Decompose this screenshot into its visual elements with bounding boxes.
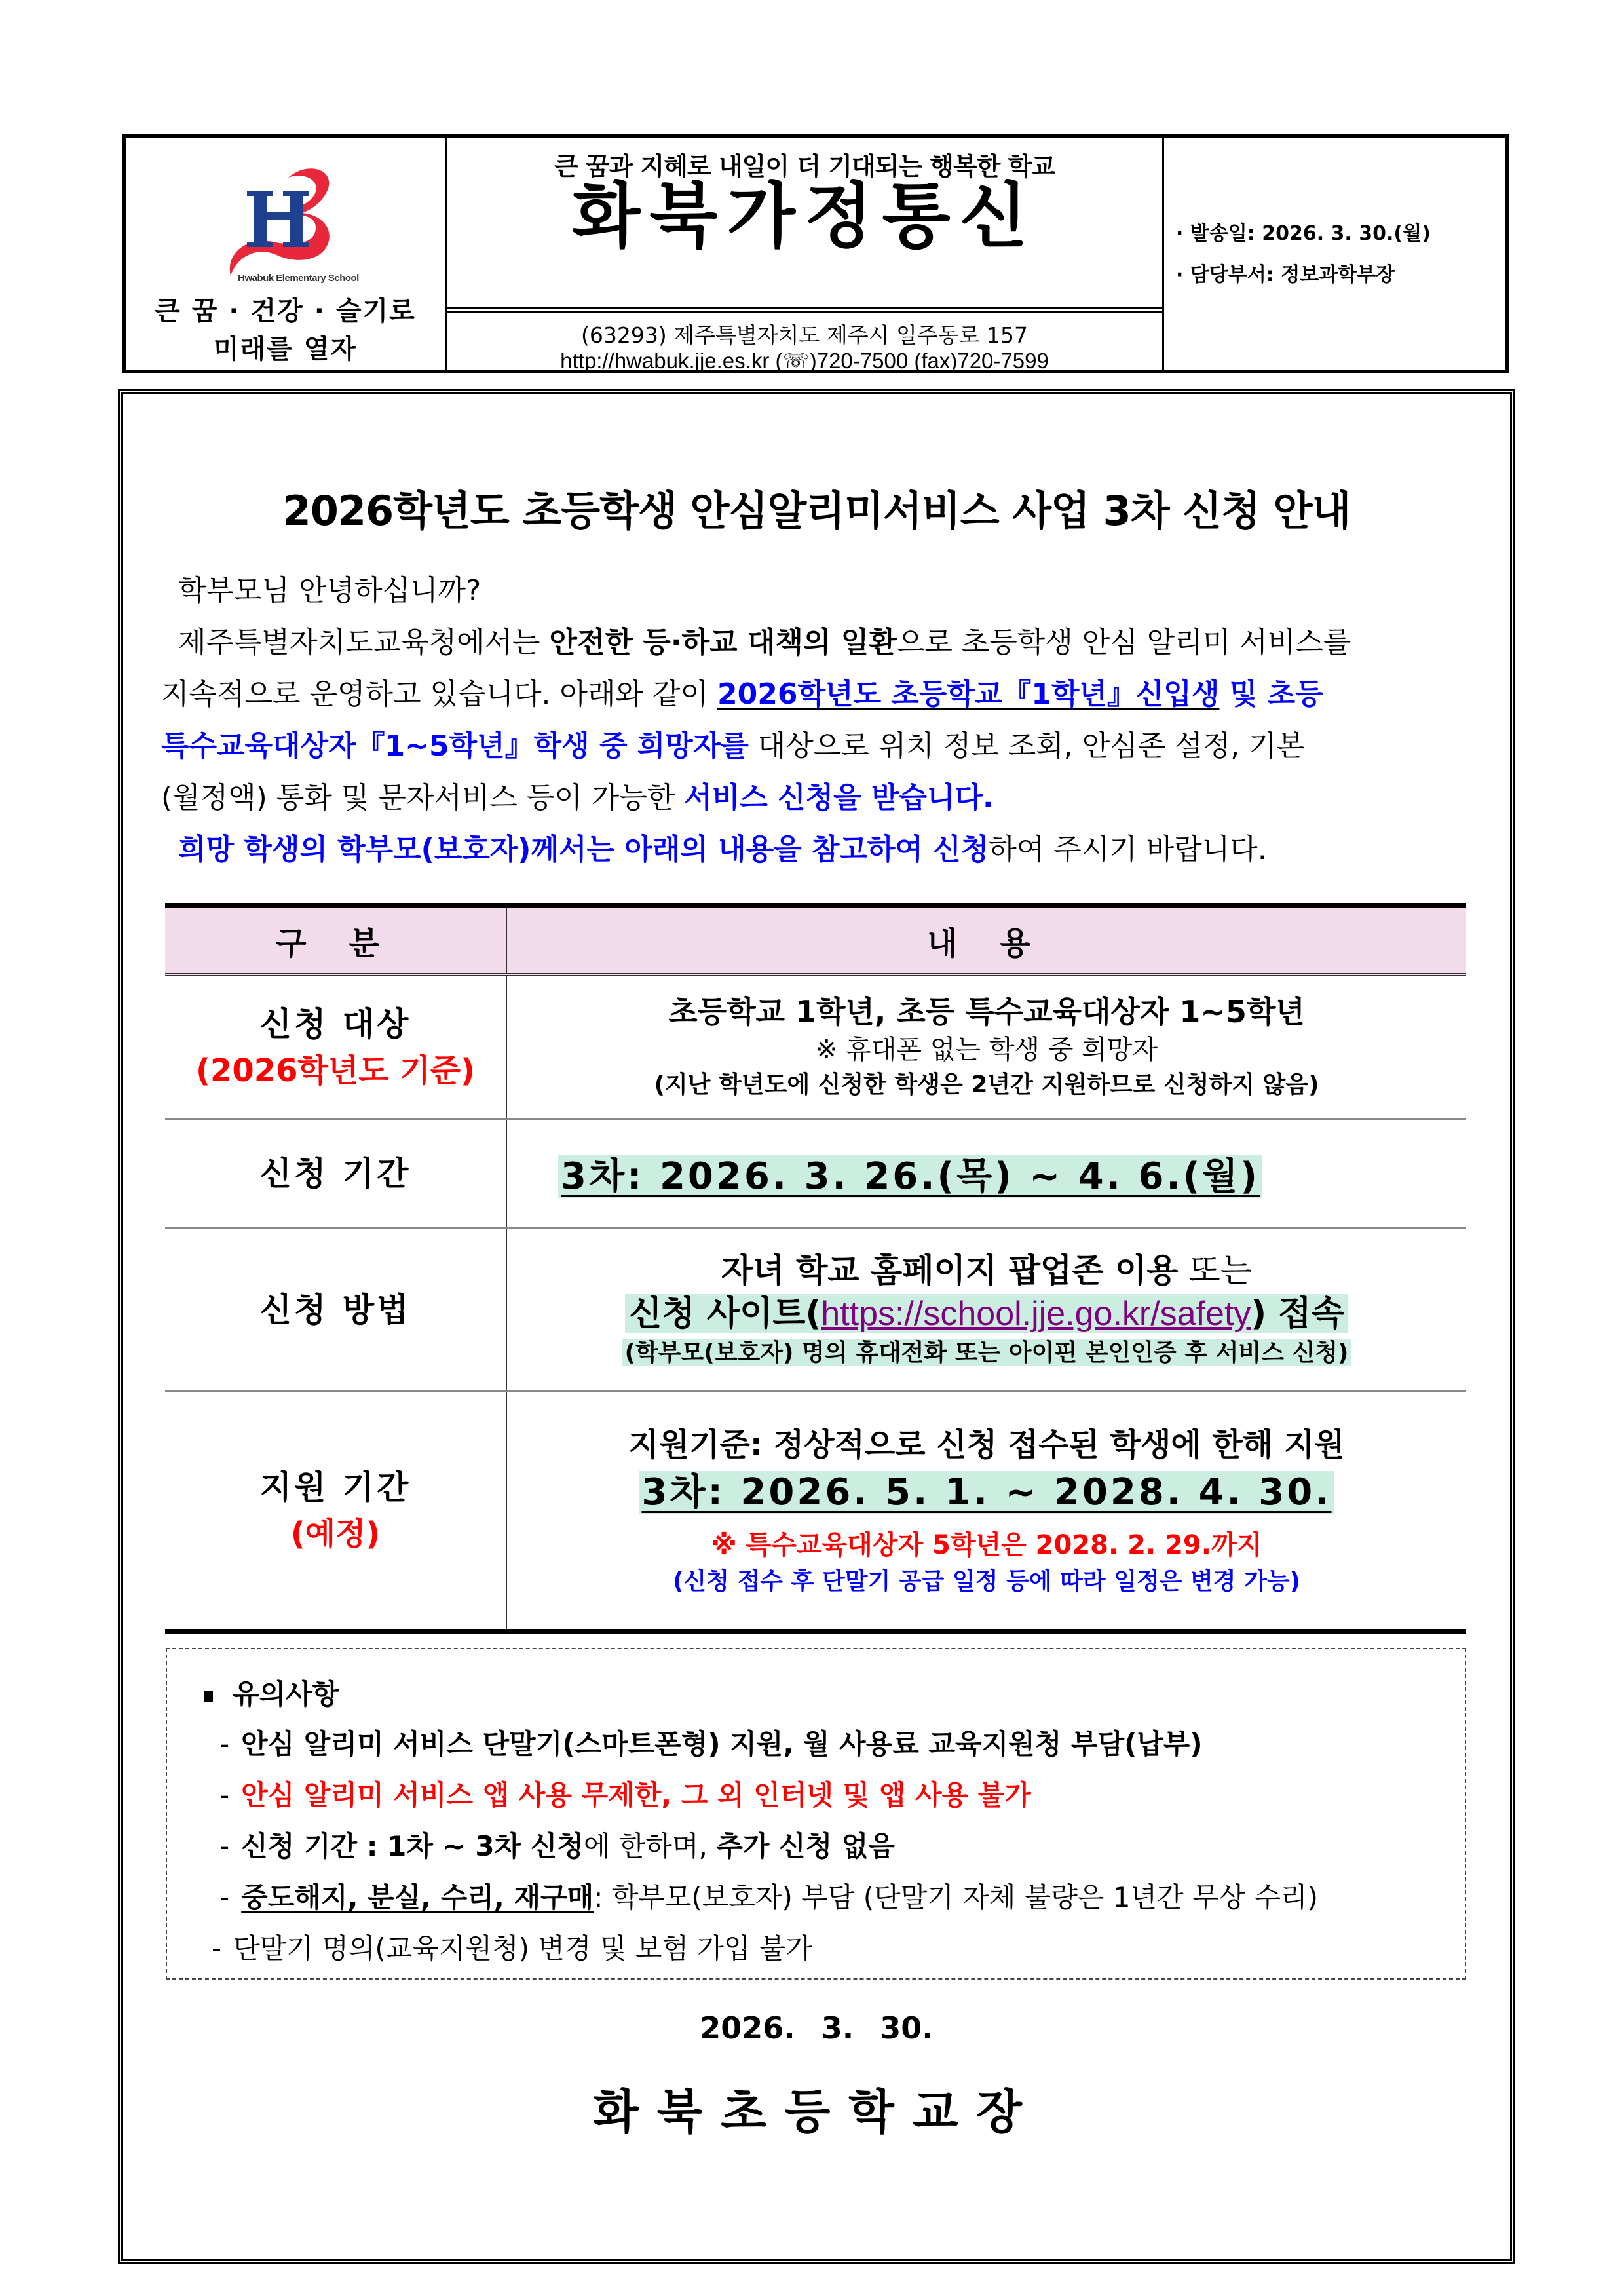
note-item: - 중도해지, 분실, 수리, 재구매: 학부모(보호자) 부담 (단말기 자체 불량은 1년간 무상 수리) [219,1881,1318,1913]
greeting: 학부모님 안녕하십니까? [178,574,482,607]
table-row-period [165,1119,1466,1228]
square-bullet-icon [204,1691,213,1702]
row-label-sub: (2026학년도 기준) [195,1052,476,1089]
notes-box [166,1648,1466,1980]
table-row-method [165,1228,1466,1392]
note-item: - 안심 알리미 서비스 단말기(스마트폰형) 지원, 월 사용료 교육지원청 부담(납부) [219,1728,1203,1760]
intro-line-4: (월정액) 통화 및 문자서비스 등이 가능한 서비스 신청을 받습니다. [161,781,994,814]
intro-text [161,565,1475,875]
row-label: 신청 기간 [165,1119,506,1228]
school-slogan: 큰 꿈과 지혜로 내일이 더 기대되는 행복한 학교 [554,152,1055,181]
logo-caption: Hwabuk Elementary School [238,273,359,284]
signature-date: 2026. 3. 30. [700,2010,934,2046]
newsletter-header [122,134,1509,373]
school-address: (63293) 제주특별자치도 제주시 일주동로 157 [581,322,1028,348]
table-header-row [165,906,1466,975]
row-content: 자녀 학교 홈페이지 팝업존 이용 또는 신청 사이트(https://school.jje.go.kr/safety) 접속 (학부모(보호자) 명의 휴대전화 또는 아이핀 본인인증 후 서비스 신청) [506,1228,1466,1392]
signature-principal: 화북초등학교장 [593,2084,1040,2139]
divider [447,307,1162,313]
row-content [506,1119,1466,1228]
application-period: 3차: 2026. 3. 26.(목) ~ 4. 6.(월) [558,1155,1262,1198]
school-contact: http://hwabuk.jje.es.kr (☏)720-7500 (fax)720-7599 [560,349,1049,373]
note-item: - 단말기 명의(교육지원청) 변경 및 보험 가입 불가 [212,1932,812,1964]
application-site-link[interactable]: https://school.jje.go.kr/safety [821,1294,1251,1333]
row-label: 신청 방법 [165,1228,506,1392]
school-motto-line1: 큰 꿈 · 건강 · 슬기로 [155,296,416,326]
row-label: 신청 대상 (2026학년도 기준) [165,975,506,1119]
table-row-target [165,975,1466,1119]
row-content: 초등학교 1학년, 초등 특수교육대상자 1~5학년 ※ 휴대폰 없는 학생 중 희망자 (지난 학년도에 신청한 학생은 2년간 지원하므로 신청하지 않음) [506,975,1466,1119]
column-header-category: 구 분 [165,906,506,975]
document-title: 2026학년도 초등학생 안심알리미서비스 사업 3차 신청 안내 [282,487,1351,535]
header-title-cell [447,138,1164,373]
newsletter-title: 화북가정통신 [572,176,1037,258]
notes-heading: 유의사항 [204,1673,339,1712]
row-label-sub: (예정) [290,1516,381,1552]
column-header-content: 내 용 [506,906,1466,975]
school-logo-icon [211,164,362,276]
application-info-table [165,903,1466,1634]
table-row-support [165,1392,1466,1632]
school-motto-line2: 미래를 열자 [213,334,358,364]
intro-line-2: 지속적으로 운영하고 있습니다. 아래와 같이 2026학년도 초등학교『1학년』신입생 및 초등 [161,678,1323,711]
support-period: 3차: 2026. 5. 1. ~ 2028. 4. 30. [639,1471,1334,1514]
send-date: · 발송일: 2026. 3. 30.(월) [1176,222,1431,245]
intro-line-3: 특수교육대상자『1~5학년』학생 중 희망자를 대상으로 위치 정보 조회, 안심존 설정, 기본 [161,729,1305,763]
note-item: - 안심 알리미 서비스 앱 사용 무제한, 그 외 인터넷 및 앱 사용 불가 [219,1779,1031,1811]
header-meta-cell [1164,138,1505,370]
row-label: 지원 기간 (예정) [165,1392,506,1632]
note-item: - 신청 기간 : 1차 ~ 3차 신청에 한하며, 추가 신청 없음 [219,1830,895,1862]
row-content: 지원기준: 정상적으로 신청 접수된 학생에 한해 지원 3차: 2026. 5. 1. ~ 2028. 4. 30. ※ 특수교육대상자 5학년은 2028. 2. 29.까지 (신청 접수 후 단말기 공급 일정 등에 따라 일정은 변경 가능) [506,1392,1466,1632]
department: · 담당부서: 정보과학부장 [1176,263,1395,286]
intro-line-5: 희망 학생의 학부모(보호자)께서는 아래의 내용을 참고하여 신청하여 주시기 바랍니다. [178,833,1267,866]
header-logo-cell [126,138,447,370]
intro-line-1: 제주특별자치도교육청에서는 안전한 등·하교 대책의 일환으로 초등학생 안심 알리미 서비스를 [178,626,1351,659]
